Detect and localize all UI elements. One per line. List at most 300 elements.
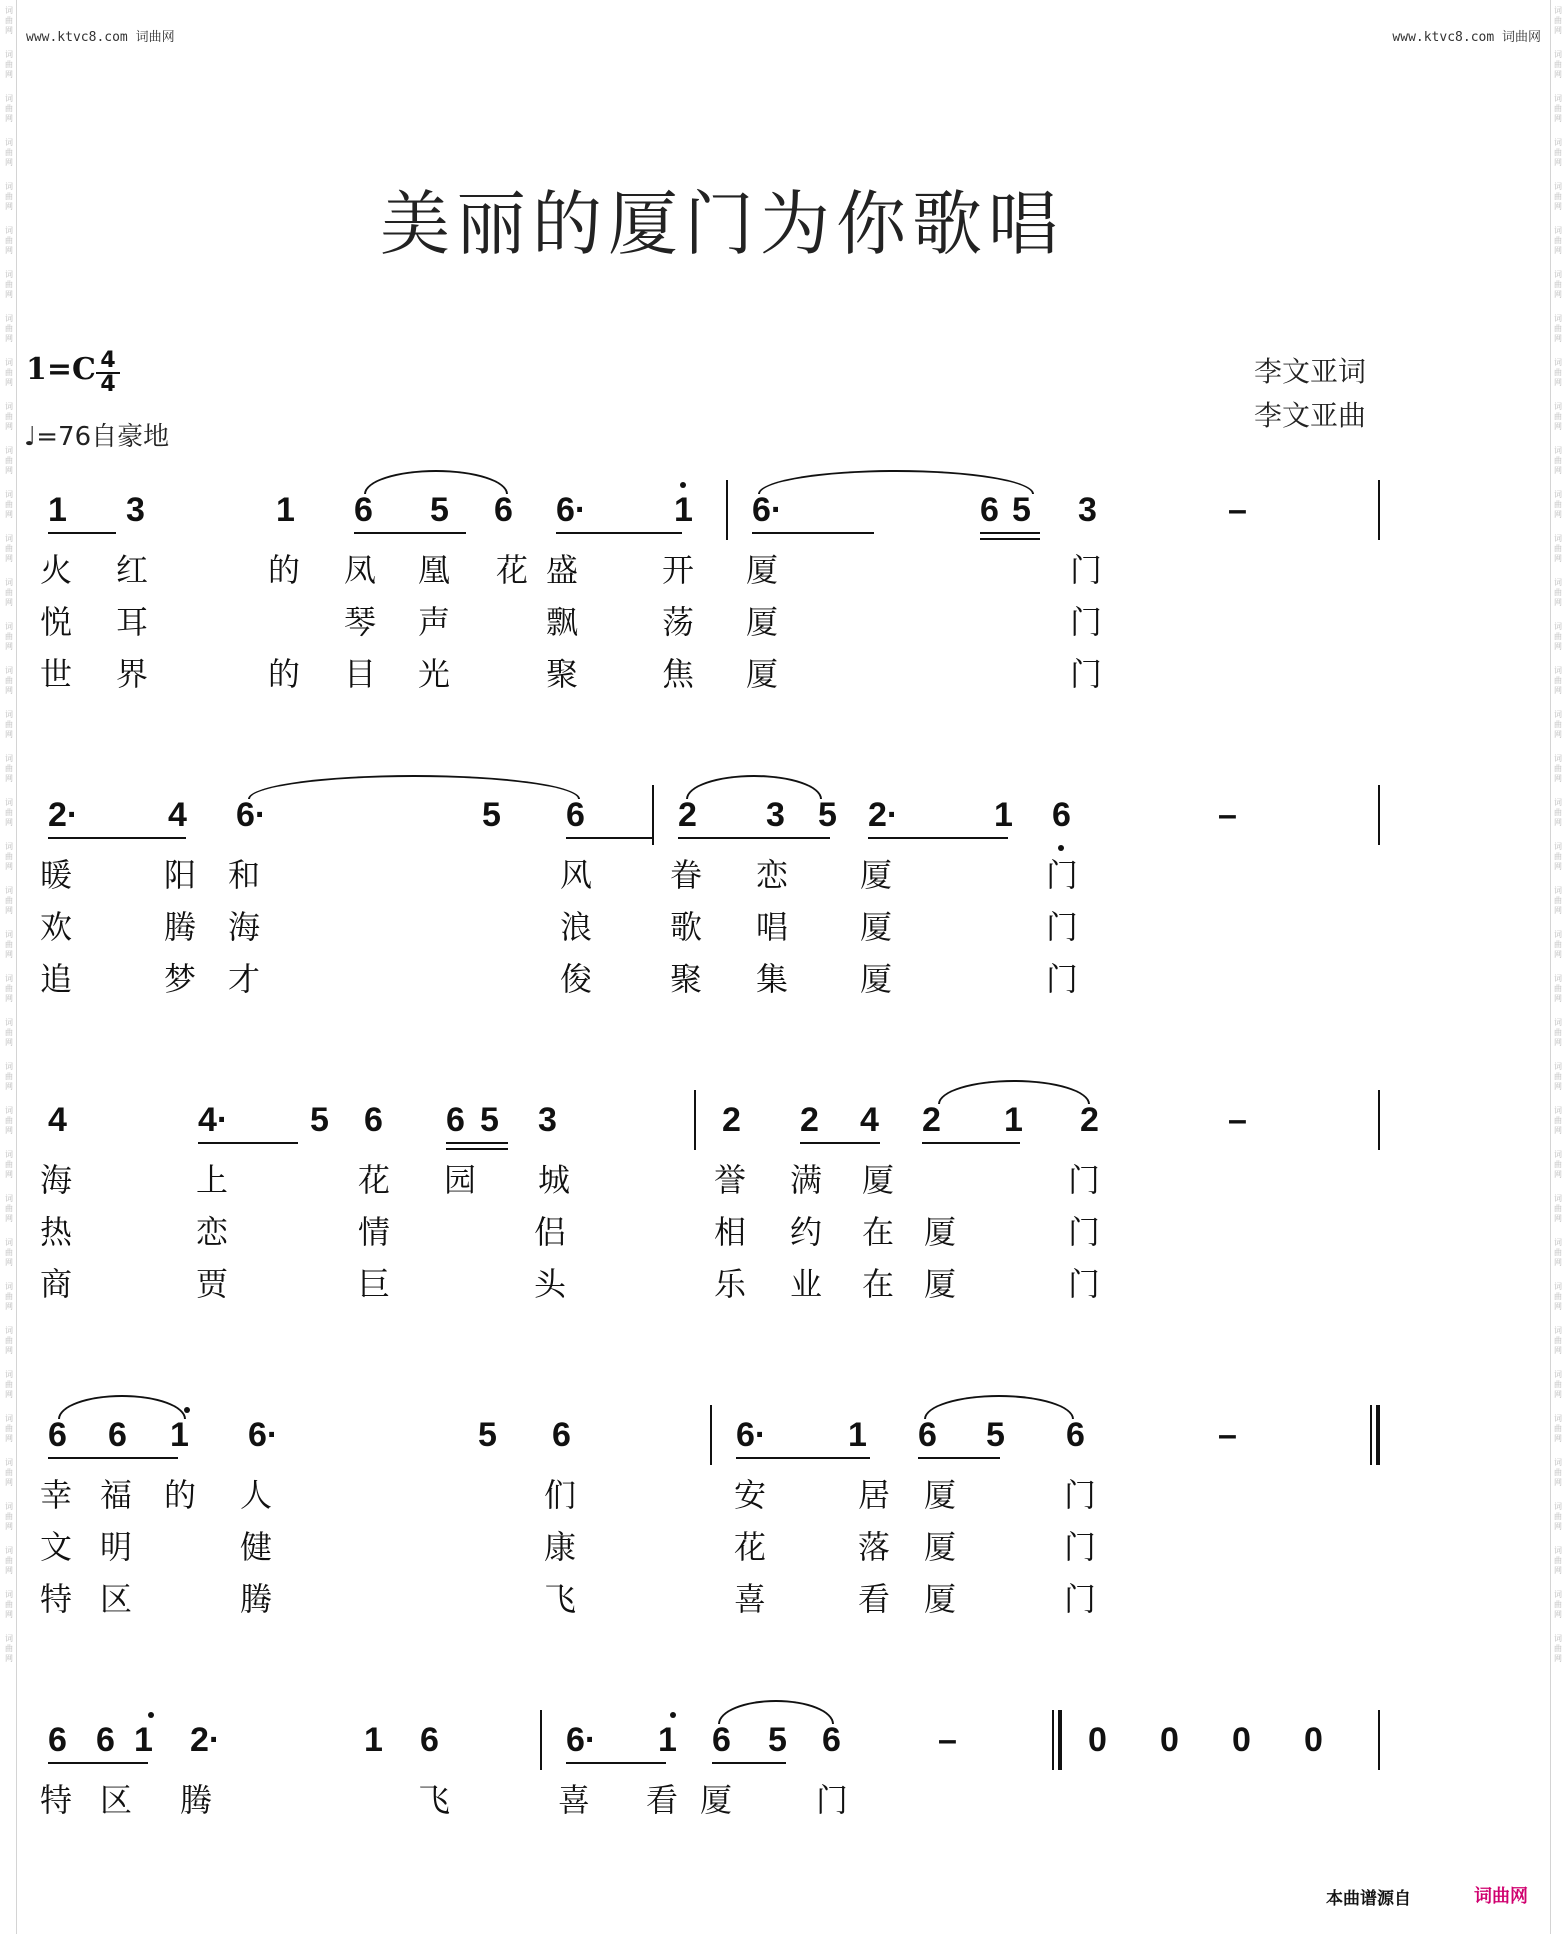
underline-beam xyxy=(918,1457,1000,1459)
lyric-char: 满 xyxy=(790,1161,823,1199)
note: 6 xyxy=(918,1416,937,1454)
octave-dot-above xyxy=(670,1712,676,1718)
edge-watermark-text: 词曲网 xyxy=(5,1458,13,1487)
underline-beam xyxy=(354,532,466,534)
edge-watermark-text: 词曲网 xyxy=(1554,314,1562,343)
lyric-char: 上 xyxy=(196,1161,229,1199)
edge-watermark-text: 词曲网 xyxy=(5,754,13,783)
lyric-char: 盛 xyxy=(546,551,579,589)
edge-watermark-text: 词曲网 xyxy=(1554,930,1562,959)
credits xyxy=(1254,350,1366,438)
lyric-char: 才 xyxy=(228,960,261,998)
edge-watermark-text: 词曲网 xyxy=(1554,578,1562,607)
lyric-char: 门 xyxy=(1068,1265,1101,1303)
edge-watermark-text: 词曲网 xyxy=(1554,1634,1562,1663)
edge-watermark-text: 词曲网 xyxy=(5,1194,13,1223)
edge-watermark-text: 词曲网 xyxy=(5,490,13,519)
lyric-char: 和 xyxy=(228,856,261,894)
edge-watermark-text: 词曲网 xyxy=(1554,534,1562,563)
note: – xyxy=(1228,1101,1247,1139)
lyric-char: 门 xyxy=(1070,603,1103,641)
lyric-char: 俊 xyxy=(560,960,593,998)
lyric-char: 腾 xyxy=(240,1580,273,1618)
lyric-char: 风 xyxy=(560,856,593,894)
edge-watermark-text: 词曲网 xyxy=(5,6,13,35)
note: 6· xyxy=(236,796,267,834)
lyric-char: 安 xyxy=(734,1476,767,1514)
lyric-char: 喜 xyxy=(734,1580,767,1618)
note: 6 xyxy=(48,1416,67,1454)
note: 6 xyxy=(1066,1416,1085,1454)
composer-credit: 李文亚曲 xyxy=(1254,399,1367,432)
lyric-char: 特 xyxy=(40,1781,73,1819)
bar-line xyxy=(1378,1710,1380,1770)
edge-watermark-text: 词曲网 xyxy=(1554,1458,1562,1487)
slur xyxy=(686,775,822,799)
lyric-char: 幸 xyxy=(40,1476,73,1514)
note: 6 xyxy=(108,1416,127,1454)
note: 6 xyxy=(980,491,999,529)
lyric-char: 健 xyxy=(240,1528,273,1566)
lyric-char: 荡 xyxy=(662,603,695,641)
note: 6 xyxy=(712,1721,731,1759)
lyric-char: 唱 xyxy=(756,908,789,946)
lyric-char: 浪 xyxy=(560,908,593,946)
header-site-right: www.ktvc8.com 词曲网 xyxy=(1392,30,1541,45)
edge-watermark-text: 词曲网 xyxy=(5,886,13,915)
tempo-text: =76自豪地 xyxy=(36,422,170,452)
edge-watermark-text: 词曲网 xyxy=(5,50,13,79)
lyric-char: 集 xyxy=(756,960,789,998)
bar-line xyxy=(652,785,654,845)
lyric-char: 热 xyxy=(40,1213,73,1251)
underline-beam xyxy=(48,1762,148,1764)
left-edge-watermark xyxy=(2,0,17,1934)
edge-watermark-text: 词曲网 xyxy=(1554,270,1562,299)
lyric-char: 门 xyxy=(1064,1528,1097,1566)
edge-watermark-text: 词曲网 xyxy=(5,1282,13,1311)
lyric-char: 商 xyxy=(40,1265,73,1303)
bar-line xyxy=(1378,785,1380,845)
footer-brand: 词曲网 xyxy=(1474,1886,1528,1907)
lyric-char: 门 xyxy=(1046,960,1079,998)
underline-beam xyxy=(980,532,1040,534)
note: 5 xyxy=(818,796,837,834)
lyric-char: 门 xyxy=(1068,1213,1101,1251)
lyric-char: 界 xyxy=(116,655,149,693)
lyric-char: 梦 xyxy=(164,960,197,998)
lyric-char: 落 xyxy=(858,1528,891,1566)
edge-watermark-text: 词曲网 xyxy=(5,270,13,299)
lyric-char: 看 xyxy=(858,1580,891,1618)
lyric-char: 门 xyxy=(1070,655,1103,693)
lyric-char: 门 xyxy=(1068,1161,1101,1199)
lyric-char: 阳 xyxy=(164,856,197,894)
note: 1 xyxy=(170,1416,189,1454)
lyric-char: 聚 xyxy=(546,655,579,693)
note: 6· xyxy=(248,1416,279,1454)
note: 6 xyxy=(446,1101,465,1139)
underline-beam xyxy=(48,1457,178,1459)
underline-beam xyxy=(712,1762,786,1764)
edge-watermark-text: 词曲网 xyxy=(5,314,13,343)
slur xyxy=(718,1700,834,1724)
note: 1 xyxy=(276,491,295,529)
bar-line xyxy=(710,1405,712,1465)
footer-source: 本曲谱源自 xyxy=(1326,1889,1411,1909)
lyric-char: 区 xyxy=(100,1580,133,1618)
lyric-char: 的 xyxy=(164,1476,197,1514)
underline-beam xyxy=(922,1142,1020,1144)
edge-watermark-text: 词曲网 xyxy=(1554,1018,1562,1047)
lyric-char: 火 xyxy=(40,551,73,589)
note: 5 xyxy=(482,796,501,834)
edge-watermark-text: 词曲网 xyxy=(5,578,13,607)
note: 6 xyxy=(494,491,513,529)
note: 2· xyxy=(190,1721,221,1759)
tempo-marking xyxy=(24,416,169,453)
lyric-char: 业 xyxy=(790,1265,823,1303)
edge-watermark-text: 词曲网 xyxy=(1554,622,1562,651)
lyric-char: 焦 xyxy=(662,655,695,693)
lyric-char: 厦 xyxy=(860,908,893,946)
note: 0 xyxy=(1160,1721,1179,1759)
note: – xyxy=(938,1721,957,1759)
lyric-char: 们 xyxy=(544,1476,577,1514)
edge-watermark-text: 词曲网 xyxy=(1554,50,1562,79)
note: 4 xyxy=(860,1101,879,1139)
lyric-char: 厦 xyxy=(746,603,779,641)
lyric-char: 厦 xyxy=(746,655,779,693)
note: 6 xyxy=(420,1721,439,1759)
edge-watermark-text: 词曲网 xyxy=(1554,842,1562,871)
edge-watermark-text: 词曲网 xyxy=(5,402,13,431)
underline-beam xyxy=(736,1457,870,1459)
edge-watermark-text: 词曲网 xyxy=(1554,710,1562,739)
lyric-char: 世 xyxy=(40,655,73,693)
lyric-char: 厦 xyxy=(924,1580,957,1618)
underline-beam xyxy=(446,1142,508,1144)
key-signature: 1=C xyxy=(26,352,96,387)
edge-watermark-text: 词曲网 xyxy=(5,534,13,563)
underline-beam xyxy=(566,837,654,839)
edge-watermark-text: 词曲网 xyxy=(5,1326,13,1355)
edge-watermark-text: 词曲网 xyxy=(5,1414,13,1443)
edge-watermark-text: 词曲网 xyxy=(5,622,13,651)
note: 1 xyxy=(994,796,1013,834)
slur xyxy=(364,470,508,494)
edge-watermark-text: 词曲网 xyxy=(5,1546,13,1575)
note: – xyxy=(1218,796,1237,834)
edge-watermark-text: 词曲网 xyxy=(1554,1062,1562,1091)
lyric-char: 福 xyxy=(100,1476,133,1514)
bar-line xyxy=(726,480,728,540)
edge-watermark-text: 词曲网 xyxy=(1554,1326,1562,1355)
edge-watermark-text: 词曲网 xyxy=(1554,886,1562,915)
edge-watermark-text: 词曲网 xyxy=(5,94,13,123)
edge-watermark-text: 词曲网 xyxy=(1554,1238,1562,1267)
lyric-char: 门 xyxy=(1046,856,1079,894)
lyric-char: 暖 xyxy=(40,856,73,894)
edge-watermark-text: 词曲网 xyxy=(1554,1106,1562,1135)
lyric-char: 乐 xyxy=(714,1265,747,1303)
note: 6· xyxy=(736,1416,767,1454)
edge-watermark-text: 词曲网 xyxy=(5,1590,13,1619)
lyric-char: 在 xyxy=(862,1265,895,1303)
lyric-char: 花 xyxy=(496,551,529,589)
note: 2 xyxy=(678,796,697,834)
note: 2 xyxy=(722,1101,741,1139)
note: 6 xyxy=(566,796,585,834)
header-site-left: www.ktvc8.com 词曲网 xyxy=(26,30,175,45)
underline-beam xyxy=(800,1142,880,1144)
note: 4· xyxy=(198,1101,229,1139)
lyric-char: 人 xyxy=(240,1476,273,1514)
lyric-char: 厦 xyxy=(860,960,893,998)
note: 6 xyxy=(364,1101,383,1139)
slur xyxy=(248,775,580,799)
note: 6 xyxy=(822,1721,841,1759)
lyric-char: 区 xyxy=(100,1781,133,1819)
double-bar-line xyxy=(1058,1710,1062,1770)
lyric-char: 贾 xyxy=(196,1265,229,1303)
note: – xyxy=(1228,491,1247,529)
lyric-char: 厦 xyxy=(924,1528,957,1566)
lyric-char: 居 xyxy=(858,1476,891,1514)
lyric-char: 凤 xyxy=(344,551,377,589)
note: 6 xyxy=(354,491,373,529)
note: 2· xyxy=(868,796,899,834)
lyric-char: 文 xyxy=(40,1528,73,1566)
edge-watermark-text: 词曲网 xyxy=(5,1502,13,1531)
lyric-char: 门 xyxy=(816,1781,849,1819)
lyric-char: 厦 xyxy=(924,1476,957,1514)
edge-watermark-text: 词曲网 xyxy=(5,1370,13,1399)
lyric-char: 厦 xyxy=(860,856,893,894)
edge-watermark-text: 词曲网 xyxy=(1554,1414,1562,1443)
note: 6· xyxy=(752,491,783,529)
note: 6 xyxy=(48,1721,67,1759)
lyric-char: 特 xyxy=(40,1580,73,1618)
note: 5 xyxy=(986,1416,1005,1454)
edge-watermark-text: 词曲网 xyxy=(1554,1546,1562,1575)
edge-watermark-text: 词曲网 xyxy=(1554,226,1562,255)
bar-line xyxy=(694,1090,696,1150)
note: 5 xyxy=(478,1416,497,1454)
edge-watermark-text: 词曲网 xyxy=(1554,798,1562,827)
lyric-char: 海 xyxy=(228,908,261,946)
lyric-char: 园 xyxy=(444,1161,477,1199)
note: 2 xyxy=(922,1101,941,1139)
edge-watermark-text: 词曲网 xyxy=(5,1106,13,1135)
note: 1 xyxy=(48,491,67,529)
edge-watermark-text: 词曲网 xyxy=(1554,94,1562,123)
right-edge-watermark xyxy=(1550,0,1565,1934)
note: 4 xyxy=(168,796,187,834)
lyric-char: 巨 xyxy=(358,1265,391,1303)
edge-watermark-text: 词曲网 xyxy=(5,182,13,211)
lyric-char: 悦 xyxy=(40,603,73,641)
lyric-char: 耳 xyxy=(116,603,149,641)
note: 3 xyxy=(538,1101,557,1139)
edge-watermark-text: 词曲网 xyxy=(1554,1590,1562,1619)
note: 5 xyxy=(480,1101,499,1139)
lyric-char: 厦 xyxy=(924,1265,957,1303)
song-title: 美丽的厦门为你歌唱 xyxy=(380,183,1064,265)
lyric-char: 光 xyxy=(418,655,451,693)
lyric-char: 恋 xyxy=(196,1213,229,1251)
lyric-char: 的 xyxy=(268,655,301,693)
lyric-char: 门 xyxy=(1046,908,1079,946)
edge-watermark-text: 词曲网 xyxy=(5,138,13,167)
edge-watermark-text: 词曲网 xyxy=(1554,754,1562,783)
underline-beam xyxy=(556,532,682,534)
edge-watermark-text: 词曲网 xyxy=(5,226,13,255)
slur xyxy=(758,470,1034,494)
edge-watermark-text: 词曲网 xyxy=(1554,138,1562,167)
lyric-char: 飘 xyxy=(546,603,579,641)
note: 1 xyxy=(658,1721,677,1759)
lyric-char: 凰 xyxy=(418,551,451,589)
lyric-char: 相 xyxy=(714,1213,747,1251)
note: 0 xyxy=(1304,1721,1323,1759)
slur xyxy=(924,1395,1074,1419)
lyric-char: 聚 xyxy=(670,960,703,998)
edge-watermark-text: 词曲网 xyxy=(5,798,13,827)
lyric-char: 头 xyxy=(534,1265,567,1303)
slur xyxy=(938,1080,1090,1104)
note: 0 xyxy=(1232,1721,1251,1759)
lyric-char: 誉 xyxy=(714,1161,747,1199)
lyric-char: 花 xyxy=(734,1528,767,1566)
note: 2 xyxy=(1080,1101,1099,1139)
lyric-char: 欢 xyxy=(40,908,73,946)
lyric-char: 飞 xyxy=(544,1580,577,1618)
edge-watermark-text: 词曲网 xyxy=(5,446,13,475)
edge-watermark-text: 词曲网 xyxy=(5,842,13,871)
note: 6 xyxy=(1052,796,1071,834)
lyric-char: 看 xyxy=(646,1781,679,1819)
note: 4 xyxy=(48,1101,67,1139)
bar-line xyxy=(1052,1710,1054,1770)
lyric-char: 约 xyxy=(790,1213,823,1251)
lyric-char: 腾 xyxy=(164,908,197,946)
bar-line xyxy=(540,1710,542,1770)
underline-beam xyxy=(868,837,1008,839)
edge-watermark-text: 词曲网 xyxy=(1554,1150,1562,1179)
underline-beam xyxy=(48,837,186,839)
note: 5 xyxy=(430,491,449,529)
note: 2· xyxy=(48,796,79,834)
underline-beam xyxy=(566,1762,666,1764)
lyric-char: 琴 xyxy=(344,603,377,641)
meter-bottom: 4 xyxy=(100,372,116,397)
lyric-char: 歌 xyxy=(670,908,703,946)
edge-watermark-text: 词曲网 xyxy=(1554,1282,1562,1311)
note: 3 xyxy=(126,491,145,529)
bar-line xyxy=(1378,1090,1380,1150)
lyric-char: 花 xyxy=(358,1161,391,1199)
lyric-char: 眷 xyxy=(670,856,703,894)
note: 5 xyxy=(1012,491,1031,529)
edge-watermark-text: 词曲网 xyxy=(5,666,13,695)
meter-top: 4 xyxy=(100,348,116,373)
underline-beam xyxy=(48,532,116,534)
edge-watermark-text: 词曲网 xyxy=(1554,1502,1562,1531)
underline-beam xyxy=(678,837,830,839)
note: 6· xyxy=(556,491,587,529)
lyric-char: 海 xyxy=(40,1161,73,1199)
edge-watermark-text: 词曲网 xyxy=(5,358,13,387)
lyric-char: 目 xyxy=(344,655,377,693)
underline-beam-double xyxy=(446,1148,508,1150)
lyric-char: 厦 xyxy=(700,1781,733,1819)
note: 1 xyxy=(134,1721,153,1759)
lyric-char: 康 xyxy=(544,1528,577,1566)
double-bar-line xyxy=(1376,1405,1380,1465)
edge-watermark-text: 词曲网 xyxy=(5,1018,13,1047)
lyric-char: 门 xyxy=(1070,551,1103,589)
lyric-char: 城 xyxy=(538,1161,571,1199)
edge-watermark-text: 词曲网 xyxy=(1554,358,1562,387)
lyric-char: 厦 xyxy=(746,551,779,589)
time-signature xyxy=(96,350,120,396)
lyric-char: 厦 xyxy=(924,1213,957,1251)
lyric-char: 开 xyxy=(662,551,695,589)
edge-watermark-text: 词曲网 xyxy=(5,930,13,959)
note: 1 xyxy=(848,1416,867,1454)
note: 1 xyxy=(1004,1101,1023,1139)
edge-watermark-text: 词曲网 xyxy=(1554,1370,1562,1399)
bar-line xyxy=(1370,1405,1372,1465)
edge-watermark-text: 词曲网 xyxy=(1554,402,1562,431)
edge-watermark-text: 词曲网 xyxy=(5,710,13,739)
note: 6 xyxy=(552,1416,571,1454)
note: 6 xyxy=(96,1721,115,1759)
edge-watermark-text: 词曲网 xyxy=(1554,6,1562,35)
edge-watermark-text: 词曲网 xyxy=(1554,490,1562,519)
edge-watermark-text: 词曲网 xyxy=(1554,182,1562,211)
lyric-char: 喜 xyxy=(558,1781,591,1819)
note: 1 xyxy=(364,1721,383,1759)
edge-watermark-text: 词曲网 xyxy=(5,1062,13,1091)
lyric-char: 的 xyxy=(268,551,301,589)
lyric-char: 情 xyxy=(358,1213,391,1251)
lyric-char: 明 xyxy=(100,1528,133,1566)
edge-watermark-text: 词曲网 xyxy=(1554,666,1562,695)
note: 5 xyxy=(310,1101,329,1139)
note: – xyxy=(1218,1416,1237,1454)
lyric-char: 腾 xyxy=(180,1781,213,1819)
edge-watermark-text: 词曲网 xyxy=(1554,974,1562,1003)
lyric-char: 红 xyxy=(116,551,149,589)
quarter-note-icon: ♩ xyxy=(24,422,37,452)
lyric-char: 厦 xyxy=(862,1161,895,1199)
edge-watermark-text: 词曲网 xyxy=(1554,446,1562,475)
edge-watermark-text: 词曲网 xyxy=(5,1150,13,1179)
lyric-char: 声 xyxy=(418,603,451,641)
slur xyxy=(58,1395,186,1419)
note: 5 xyxy=(768,1721,787,1759)
edge-watermark-text: 词曲网 xyxy=(5,1238,13,1267)
edge-watermark-text: 词曲网 xyxy=(5,974,13,1003)
underline-beam xyxy=(752,532,874,534)
note: 1 xyxy=(674,491,693,529)
underline-beam-double xyxy=(980,538,1040,540)
lyric-char: 门 xyxy=(1064,1580,1097,1618)
bar-line xyxy=(1378,480,1380,540)
lyric-char: 侣 xyxy=(534,1213,567,1251)
